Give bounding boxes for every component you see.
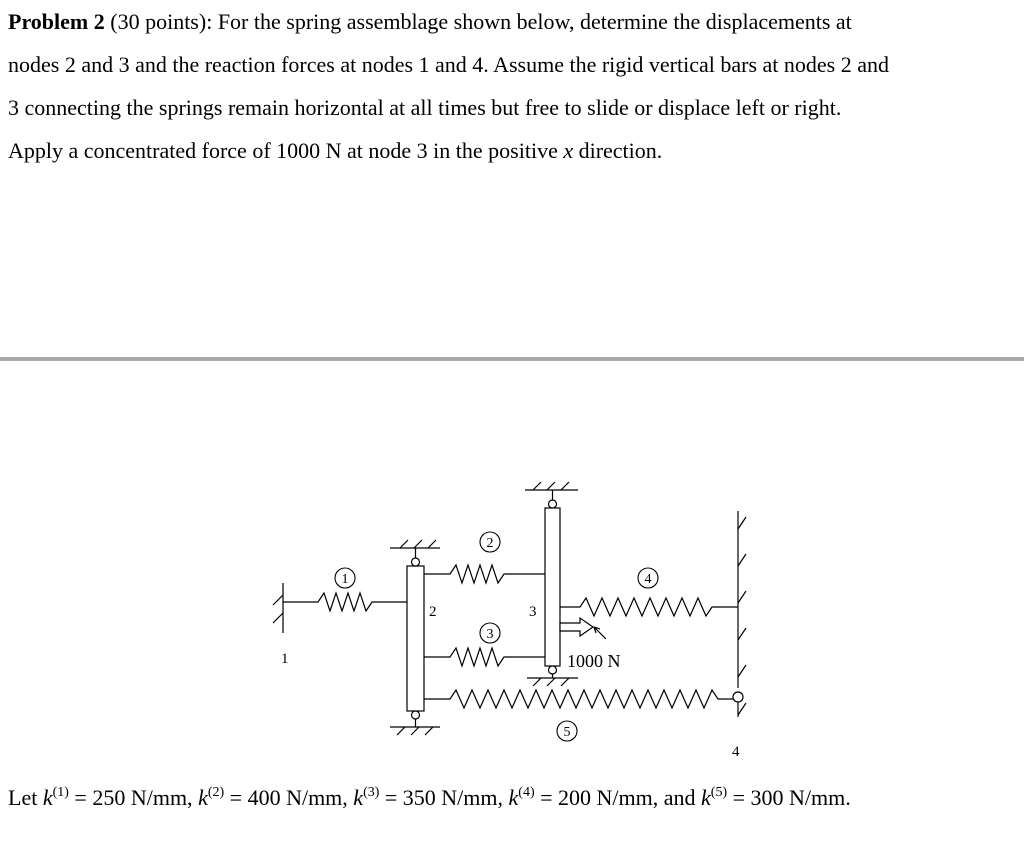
k1-superscript: (1) <box>52 785 69 800</box>
node-label-4: 4 <box>732 744 740 760</box>
problem-line-4 <box>8 129 1016 172</box>
node-3-rigid-bar <box>545 508 560 666</box>
k2-superscript: (2) <box>207 785 225 800</box>
problem-label: Problem 2 <box>8 9 105 34</box>
spring-label-1: 1 <box>341 572 349 587</box>
k1-symbol: k <box>42 785 53 810</box>
problem-points: (30 points): <box>110 9 213 34</box>
k1-value: = 250 N/mm, <box>68 785 199 810</box>
problem-line-1-text: For the spring assemblage shown below, determine the displacements at <box>212 9 852 34</box>
spring-4 <box>560 598 738 616</box>
spring-3 <box>424 648 545 666</box>
problem-line-1 <box>8 0 1016 43</box>
spring-assemblage-figure <box>0 361 1024 781</box>
spring-label-3: 3 <box>486 627 494 642</box>
spring-diagram <box>0 361 1024 781</box>
spring-constants-line <box>8 785 851 811</box>
node-label-2: 2 <box>429 604 437 620</box>
k5-superscript: (5) <box>710 785 728 800</box>
k5-symbol: k <box>701 785 711 810</box>
x-variable: x <box>563 138 574 163</box>
spring-2 <box>424 565 545 583</box>
k3-symbol: k <box>353 785 364 810</box>
k4-superscript: (4) <box>518 785 535 800</box>
k5-value: = 300 N/mm. <box>727 785 851 810</box>
node-label-3: 3 <box>529 604 537 620</box>
k2-value: = 400 N/mm, <box>224 785 354 810</box>
problem-line-4-text: Apply a concentrated force of 1000 N at node 3 in the positive <box>8 138 564 163</box>
problem-line-3: 3 connecting the springs remain horizontal at all times but free to slide or displace left or right. <box>8 95 842 120</box>
node-label-1: 1 <box>281 651 289 667</box>
k3-value: = 350 N/mm, <box>379 785 509 810</box>
k4-symbol: k <box>508 785 519 810</box>
problem-line-4-end: direction. <box>573 138 663 163</box>
force-arrow <box>560 618 606 639</box>
node-4-wall <box>733 511 746 717</box>
spring-label-2: 2 <box>486 536 494 551</box>
spring-label-5: 5 <box>563 725 571 740</box>
force-label: 1000 N <box>567 651 621 671</box>
k2-symbol: k <box>198 785 208 810</box>
let-prefix: Let <box>8 785 43 810</box>
problem-line-2: nodes 2 and 3 and the reaction forces at nodes 1 and 4. Assume the rigid vertical bars at nodes 2 and <box>8 52 889 77</box>
k4-value: = 200 N/mm, and <box>534 785 702 810</box>
problem-statement <box>8 0 1016 172</box>
node-1-wall <box>273 583 283 633</box>
node-2-rigid-bar <box>407 566 424 711</box>
spring-1 <box>283 593 407 611</box>
spring-label-4: 4 <box>644 572 652 587</box>
spring-5 <box>424 690 738 708</box>
k3-superscript: (3) <box>363 785 380 800</box>
